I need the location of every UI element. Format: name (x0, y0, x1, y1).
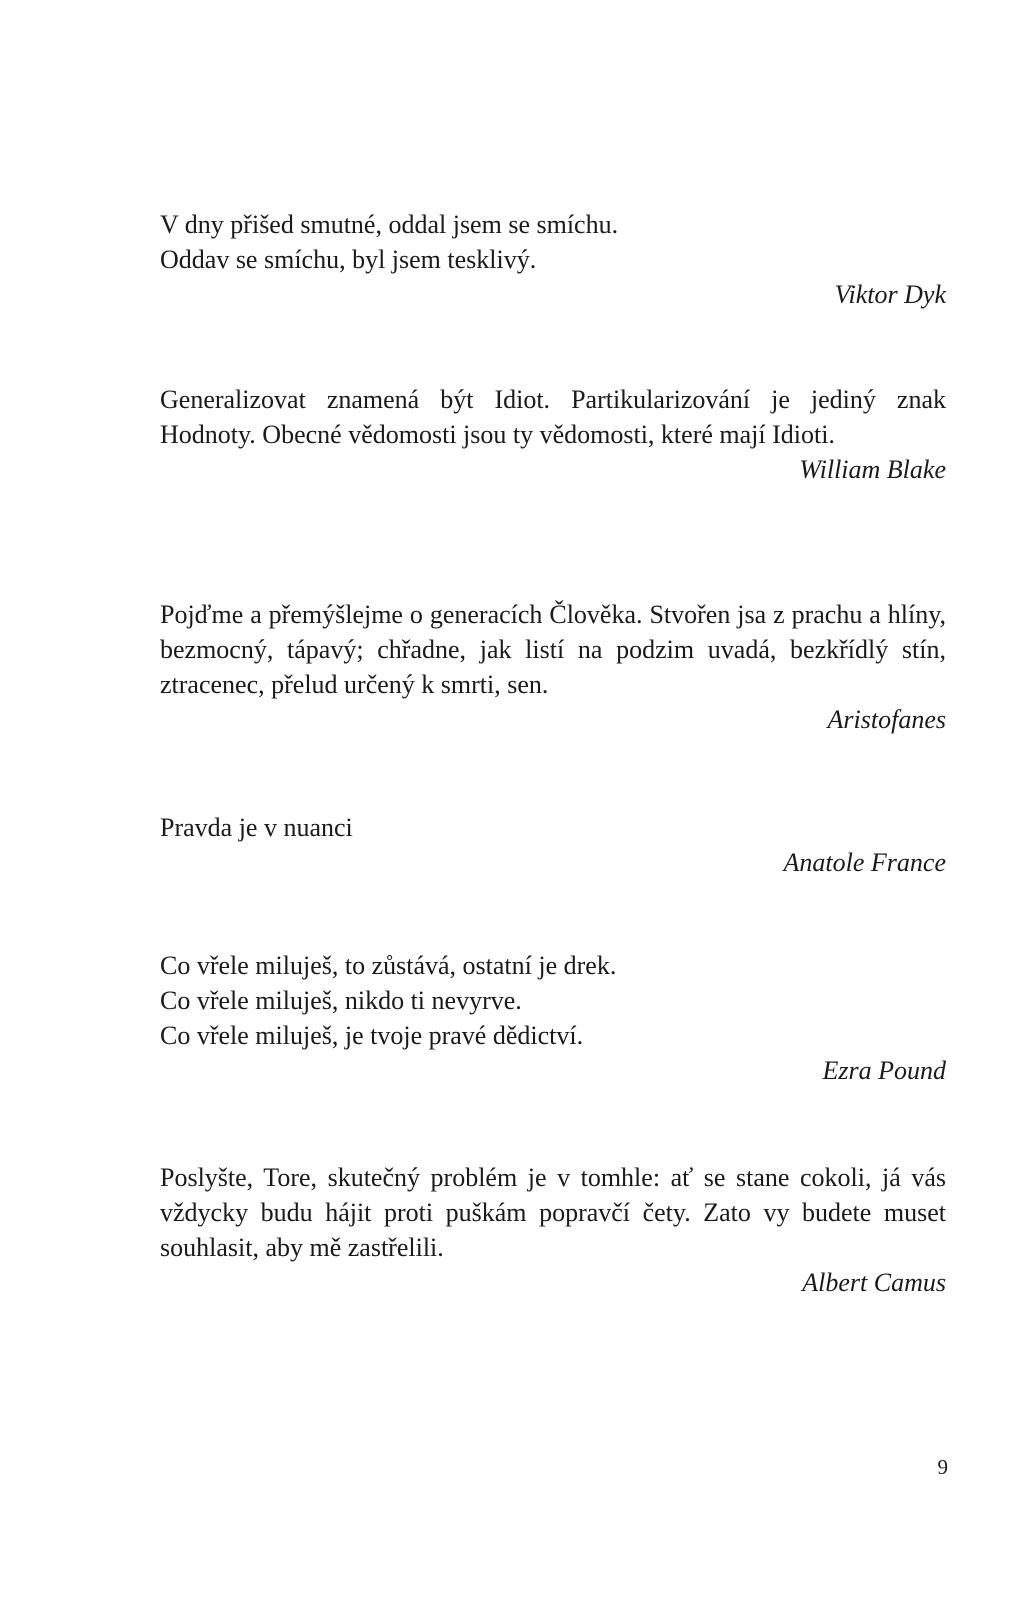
quote-william-blake (160, 382, 946, 487)
quote-line: Co vřele miluješ, to zůstává, ostatní je drek. (160, 951, 617, 980)
quote-anatole-france (160, 810, 946, 880)
quote-line: Co vřele miluješ, je tvoje pravé dědictví. (160, 1021, 584, 1050)
quote-aristofanes (160, 597, 946, 737)
quote-author: Ezra Pound (822, 1056, 946, 1085)
quote-text: Pojďme a přemýšlejme o generacích Člověka. Stvořen jsa z prachu a hlíny, bezmocný, tápavý; chřadne, jak listí na podzim uvadá, bezkřídlý stín, ztracenec, přelud určený k smrti, sen. (160, 600, 946, 699)
quote-text: Generalizovat znamená být Idiot. Partikularizování je jediný znak Hodnoty. Obecné vědomosti jsou ty vědomosti, které mají Idioti. (160, 385, 946, 449)
quote-author: Viktor Dyk (834, 280, 946, 309)
quote-author: William Blake (799, 455, 946, 484)
quote-viktor-dyk (160, 207, 946, 312)
quote-line: Oddav se smíchu, byl jsem tesklivý. (160, 245, 537, 274)
quote-text (160, 207, 946, 277)
quote-ezra-pound (160, 948, 946, 1088)
quote-line: Co vřele miluješ, nikdo ti nevyrve. (160, 986, 522, 1015)
page-number: 9 (937, 1455, 948, 1479)
quote-text (160, 810, 946, 845)
quote-text: Poslyšte, Tore, skutečný problém je v tomhle: ať se stane cokoli, já vás vždycky budu hájit proti puškám popravčí čety. Zato vy budete muset souhlasit, aby mě zastřelili. (160, 1163, 946, 1262)
quote-author: Aristofanes (827, 705, 946, 734)
quote-author: Anatole France (783, 848, 946, 877)
quote-albert-camus (160, 1160, 946, 1300)
quote-line: Pravda je v nuanci (160, 813, 353, 842)
quote-author: Albert Camus (802, 1268, 946, 1297)
quote-line: V dny přišed smutné, oddal jsem se smíchu. (160, 210, 619, 239)
quote-text (160, 948, 946, 1053)
